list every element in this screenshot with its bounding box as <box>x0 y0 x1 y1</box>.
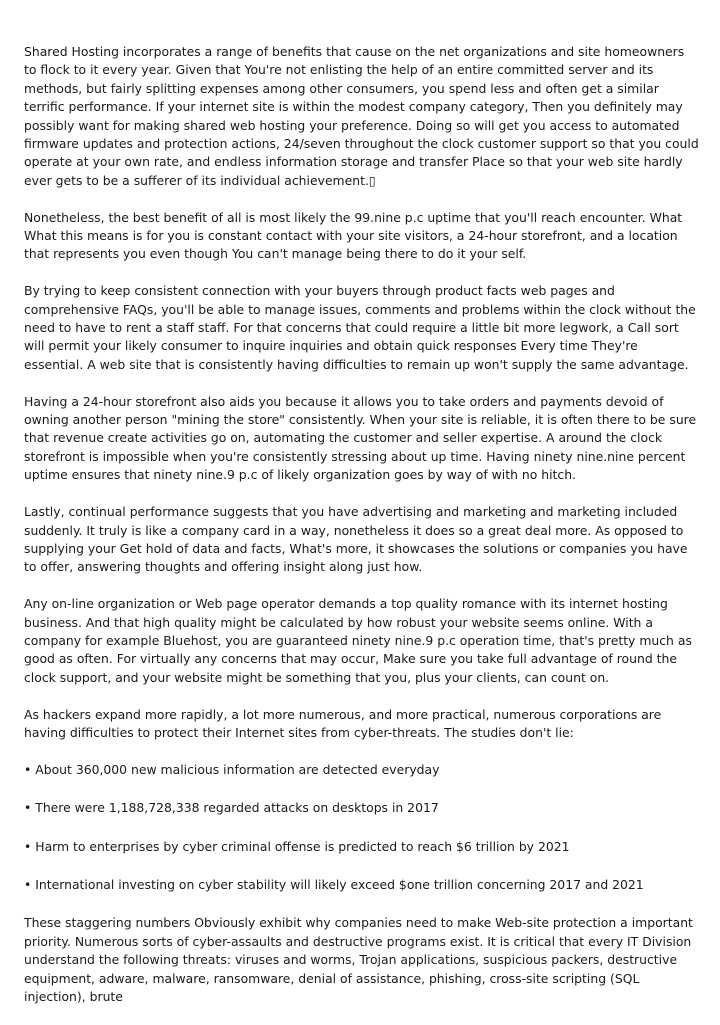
paragraph-uptime-benefit: Nonetheless, the best benefit of all is most likely the 99.nine p.c uptime that you'll reach encounter. What What this means is for you is constant contact with your site visitors, a 24-hour storefront, and a location that represents you even though You can't manage being there to do it your self. <box>24 209 683 262</box>
paragraph-marketing: Lastly, continual performance suggests that you have advertising and marketing and marketing included suddenly. It truly is like a company card in a way, nonetheless it does so a great deal more. As opposed to supplying your Get hold of data and facts, What's more, it showcases the solutions or companies you have to offer, answering thoughts and offering insight along just how. <box>24 504 688 575</box>
list-item-desktop-attacks: • There were 1,188,728,338 regarded attacks on desktops in 2017 <box>24 800 439 816</box>
paragraph-hackers: As hackers expand more rapidly, a lot more numerous, and more practical, numerous corporations are having difficulties to protect their Internet sites from cyber-threats. The studies don't lie: <box>24 706 662 740</box>
article-body <box>24 43 700 1025</box>
paragraph-shared-hosting: Shared Hosting incorporates a range of benefits that cause on the net organizations and site homeowners to flock to it every year. Given that You're not enlisting the help of an entire committed server and its methods, but fairly splitting expenses among other consumers, you spend less and often get a similar terrific performance. If your internet site is within the modest company category, Then you definitely may possibly want for making shared web hosting your preference. Doing so will get you access to automated firmware updates and protection actions, 24/seven throughout the clock customer support so that you could operate at your own rate, and endless information storage and transfer Place so that your web site hardly ever gets to be a sufferer of its individual achievement.▯ <box>24 44 699 188</box>
paragraph-customer-connection: By trying to keep consistent connection with your buyers through product facts web pages and comprehensive FAQs, you'll be able to manage issues, comments and problems within the clock without the need to have to rent a staff staff. For that concerns that could require a little bit more legwork, a Call sort will permit your likely consumer to inquire inquiries and obtain quick responses Every time They're essential. A web site that is consistently having difficulties to remain up won't supply the same advantage. <box>24 283 696 372</box>
paragraph-hosting-quality: Any on-line organization or Web page operator demands a top quality romance with its internet hosting business. And that high quality might be calculated by how robust your website seems online. With a company for example Bluehost, you are guaranteed ninety nine.9 p.c operation time, that's pretty much as good as often. For virtually any concerns that may occur, Make sure you take full advantage of round the clock support, and your website might be something that you, plus your clients, can count on. <box>24 596 692 685</box>
list-item-cybercrime-cost: • Harm to enterprises by cyber criminal offense is predicted to reach $6 trillion by 2021 <box>24 838 570 854</box>
paragraph-storefront: Having a 24-hour storefront also aids you because it allows you to take orders and payments devoid of owning another person "mining the store" consistently. When your site is reliable, it is often there to be sure that revenue create activities go on, automating the customer and seller expertise. A around the clock storefront is impossible when you're consistently stressing about up time. Having ninety nine.nine percent uptime ensures that ninety nine.9 p.c of likely organization goes by way of with no hitch. <box>24 393 697 483</box>
list-item-security-spending: • International investing on cyber stability will likely exceed $one trillion concerning 2017 and 2021 <box>24 876 644 892</box>
list-item-malicious-files: • About 360,000 new malicious information are detected everyday <box>24 761 440 777</box>
paragraph-closing: These staggering numbers Obviously exhibit why companies need to make Web-site protection a important priority. Numerous sorts of cyber-assaults and destructive programs exist. It is critical that every IT Division understand the following threats: viruses and worms, Trojan applications, suspicious packers, destructive equipment, adware, malware, ransomware, denial of assistance, phishing, cross-site scripting (SQL injection), brute <box>24 915 693 1004</box>
